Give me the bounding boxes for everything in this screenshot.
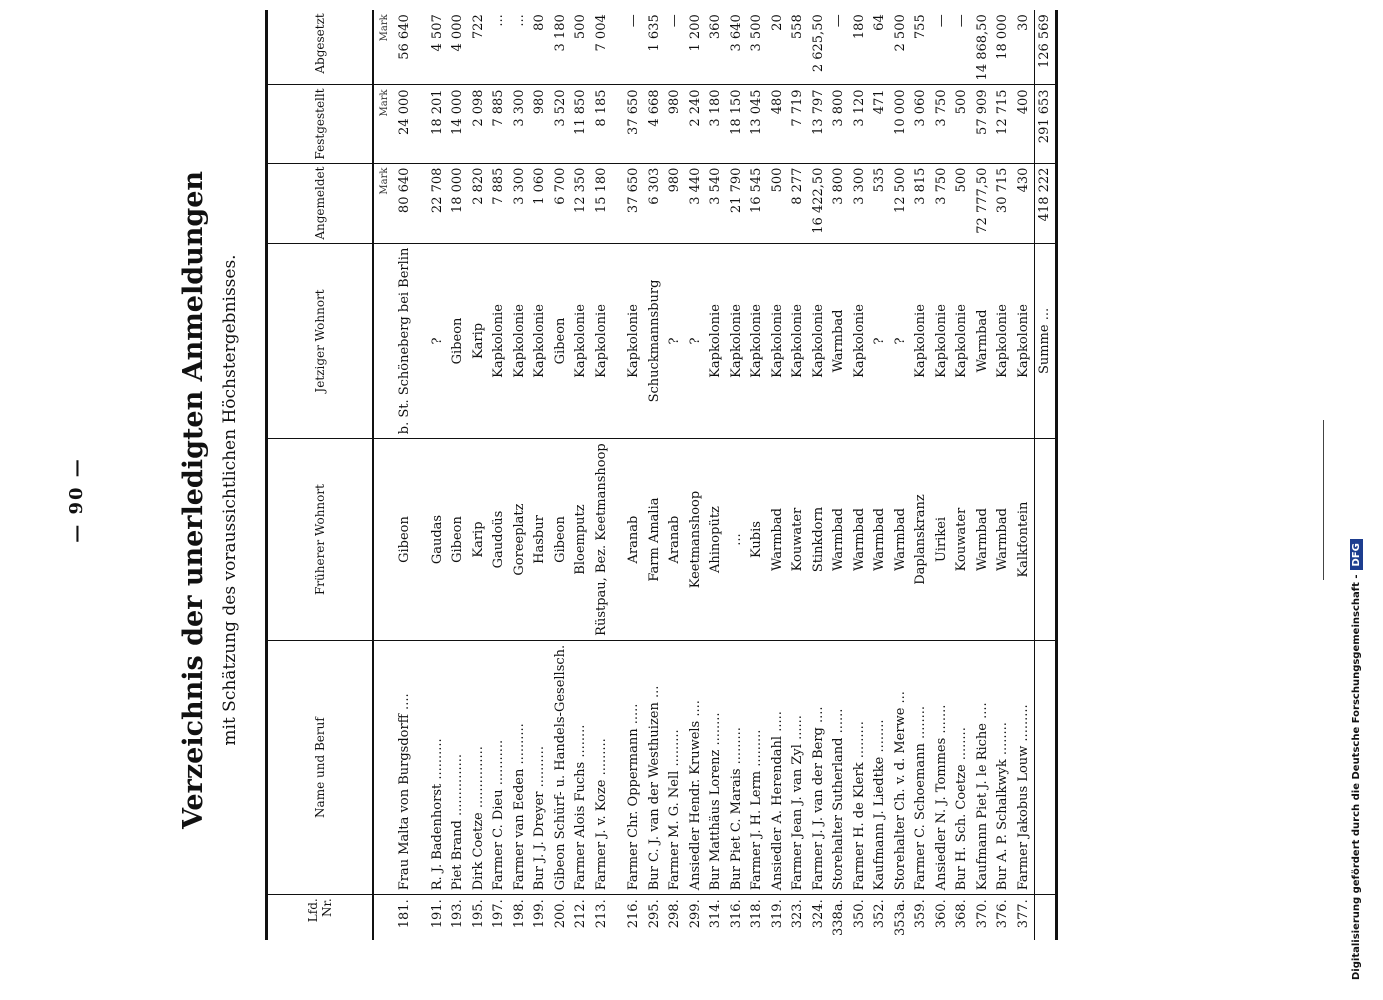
header-angemeldet: Angemeldet — [267, 163, 374, 243]
sum-angemeldet: 418 222 — [1034, 163, 1057, 243]
cell-festgestellt: 480 — [767, 85, 788, 163]
cell-frueherer-wohnort: Ahinopütz — [706, 439, 727, 641]
cell-name: Farmer C. Schoemann ........ — [911, 640, 932, 894]
cell-angemeldet: 3 800 — [829, 163, 850, 243]
cell-nr: 199. — [532, 899, 548, 929]
gap-cell — [612, 10, 624, 85]
cell-abgesetzt: 3 640 — [726, 10, 747, 85]
sum-festgestellt: 291 653 — [1034, 85, 1057, 163]
cell-festgestellt: 3 120 — [849, 85, 870, 163]
cell-empty — [1034, 640, 1057, 894]
cell-abgesetzt: 14 868,50 — [972, 10, 993, 85]
gap-cell — [612, 439, 624, 641]
cell-jetziger-wohnort: ? — [665, 243, 686, 439]
cell-frueherer-wohnort: Rüstpau, Bez. Keetmanshoop — [591, 439, 612, 641]
table-row — [468, 10, 489, 940]
cell-angemeldet: 3 750 — [931, 163, 952, 243]
unit-row — [373, 10, 395, 940]
gap-cell — [612, 640, 624, 894]
cell-angemeldet: 7 885 — [489, 163, 510, 243]
cell-festgestellt: 980 — [530, 85, 551, 163]
dfg-logo: DFG — [1350, 539, 1363, 570]
table-row — [530, 10, 551, 940]
table-row — [993, 10, 1014, 940]
cell-nr: 213. — [593, 899, 609, 929]
sum-row — [1034, 10, 1057, 940]
cell-nr: 197. — [491, 899, 507, 929]
cell-abgesetzt: 3 500 — [747, 10, 768, 85]
table-row — [808, 10, 829, 940]
cell-frueherer-wohnort: Karip — [468, 439, 489, 641]
cell-nr: 352. — [872, 899, 888, 929]
cell-abgesetzt: 56 640 — [395, 10, 416, 85]
cell-angemeldet: 2 820 — [468, 163, 489, 243]
cell-frueherer-wohnort: Gibeon — [550, 439, 571, 641]
cell-jetziger-wohnort: ? — [685, 243, 706, 439]
cell-name: Bur Piet C. Marais ......... — [726, 640, 747, 894]
cell-abgesetzt: 20 — [767, 10, 788, 85]
cell-festgestellt: 11 850 — [571, 85, 592, 163]
cell-nr: 181. — [397, 899, 413, 929]
gap-cell — [612, 163, 624, 243]
cell-angemeldet: 3 300 — [509, 163, 530, 243]
cell-frueherer-wohnort: Gibeon — [448, 439, 469, 641]
cell-jetziger-wohnort: b. St. Schöneberg bei Berlin — [395, 243, 416, 439]
cell-frueherer-wohnort: Bloemputz — [571, 439, 592, 641]
cell-angemeldet: 3 440 — [685, 163, 706, 243]
cell-name: Storehalter Ch. v. d. Merwe ... — [890, 640, 911, 894]
cell-festgestellt: 10 000 — [890, 85, 911, 163]
cell-jetziger-wohnort: Kapkolonie — [509, 243, 530, 439]
cell-jetziger-wohnort: Kapkolonie — [993, 243, 1014, 439]
table-row — [890, 10, 911, 940]
cell-angemeldet: 6 303 — [644, 163, 665, 243]
cell-angemeldet: 500 — [952, 163, 973, 243]
header-abgesetzt: Abgesetzt — [267, 10, 374, 85]
cell-jetziger-wohnort: Kapkolonie — [911, 243, 932, 439]
cell-empty — [1034, 895, 1057, 940]
cell-nr: 377. — [1015, 899, 1031, 929]
row-gap — [415, 10, 427, 940]
cell-abgesetzt: 500 — [571, 10, 592, 85]
cell-jetziger-wohnort: Kapkolonie — [767, 243, 788, 439]
cell-angemeldet: 500 — [767, 163, 788, 243]
cell-festgestellt: 2 240 — [685, 85, 706, 163]
table-row — [747, 10, 768, 940]
cell-name: Ansiedler Hendr. Kruwels .... — [685, 640, 706, 894]
cell-jetziger-wohnort: Schuckmannsburg — [644, 243, 665, 439]
cell-nr: 353a. — [892, 899, 908, 936]
cell-festgestellt: 980 — [665, 85, 686, 163]
cell-nr: 323. — [790, 899, 806, 929]
cell-name: Kaufmann J. Liedtke ........ — [870, 640, 891, 894]
cell-jetziger-wohnort: ? — [870, 243, 891, 439]
table-row — [644, 10, 665, 940]
cell-name: Farmer C. Dieu ........... — [489, 640, 510, 894]
cell-abgesetzt: 18 000 — [993, 10, 1014, 85]
header-festgestellt: Festgestellt — [267, 85, 374, 163]
cell-name: Gibeon Schürf- u. Handels-Gesellsch. — [550, 640, 571, 894]
unit-angemeldet: Mark — [373, 163, 395, 243]
cell-name: R. J. Badenhorst .......... — [427, 640, 448, 894]
cell-jetziger-wohnort: Warmbad — [829, 243, 850, 439]
gap-cell — [415, 10, 427, 85]
table-row — [665, 10, 686, 940]
digitization-note — [1350, 0, 1363, 980]
cell-angemeldet: 3 815 — [911, 163, 932, 243]
cell-name: Farmer Chr. Oppermann ..... — [624, 640, 645, 894]
cell-nr: 200. — [552, 899, 568, 929]
cell-angemeldet: 3 300 — [849, 163, 870, 243]
cell-jetziger-wohnort: Gibeon — [448, 243, 469, 439]
cell-nr: 193. — [450, 899, 466, 929]
cell-abgesetzt: 2 625,50 — [808, 10, 829, 85]
table-row — [509, 10, 530, 940]
table-row — [829, 10, 850, 940]
table-row — [624, 10, 645, 940]
cell-nr: 295. — [646, 899, 662, 929]
cell-festgestellt: 18 150 — [726, 85, 747, 163]
cell-frueherer-wohnort: Uirikei — [931, 439, 952, 641]
cell-abgesetzt: — — [952, 10, 973, 85]
cell-abgesetzt: 180 — [849, 10, 870, 85]
cell-angemeldet: 16 545 — [747, 163, 768, 243]
cell-abgesetzt: 2 500 — [890, 10, 911, 85]
cell-angemeldet: 37 650 — [624, 163, 645, 243]
table-row — [706, 10, 727, 940]
cell-angemeldet: 15 180 — [591, 163, 612, 243]
cell-frueherer-wohnort: Warmbad — [767, 439, 788, 641]
cell-nr: 191. — [429, 899, 445, 929]
cell-jetziger-wohnort: Kapkolonie — [788, 243, 809, 439]
rotated-page — [30, 13, 1280, 975]
table-row — [427, 10, 448, 940]
cell-angemeldet: 3 540 — [706, 163, 727, 243]
cell-jetziger-wohnort: Warmbad — [972, 243, 993, 439]
gap-cell — [415, 895, 427, 940]
cell-name: Storehalter Sutherland ...... — [829, 640, 850, 894]
claims-table — [265, 10, 1058, 940]
cell-frueherer-wohnort: Kouwater — [952, 439, 973, 641]
table-header-row — [267, 10, 374, 940]
cell-jetziger-wohnort: Kapkolonie — [747, 243, 768, 439]
cell-festgestellt: 13 797 — [808, 85, 829, 163]
cell-festgestellt: 24 000 — [395, 85, 416, 163]
cell-festgestellt: 3 180 — [706, 85, 727, 163]
cell-angemeldet: 8 277 — [788, 163, 809, 243]
table-row — [767, 10, 788, 940]
cell-name: Farmer M. G. Nell ......... — [665, 640, 686, 894]
table-row — [550, 10, 571, 940]
cell-nr: 350. — [851, 899, 867, 929]
cell-frueherer-wohnort: Daplanskranz — [911, 439, 932, 641]
cell-festgestellt: 3 800 — [829, 85, 850, 163]
cell-jetziger-wohnort: Kapkolonie — [624, 243, 645, 439]
cell-frueherer-wohnort: Warmbad — [849, 439, 870, 641]
cell-nr: 216. — [626, 899, 642, 929]
cell-jetziger-wohnort: Kapkolonie — [849, 243, 870, 439]
cell-angemeldet: 980 — [665, 163, 686, 243]
cell-name: Bur C. J. van der Westhuizen ... — [644, 640, 665, 894]
cell-angemeldet: 430 — [1013, 163, 1034, 243]
cell-jetziger-wohnort: ? — [427, 243, 448, 439]
cell-abgesetzt: 7 004 — [591, 10, 612, 85]
cell-abgesetzt: ... — [489, 10, 510, 85]
cell-nr: 314. — [708, 899, 724, 929]
cell-name: Piet Brand ............... — [448, 640, 469, 894]
cell-jetziger-wohnort: Kapkolonie — [1013, 243, 1034, 439]
cell-frueherer-wohnort: Aranab — [624, 439, 645, 641]
cell-jetziger-wohnort: Kapkolonie — [931, 243, 952, 439]
cell-angemeldet: 30 715 — [993, 163, 1014, 243]
cell-abgesetzt: 80 — [530, 10, 551, 85]
cell-name: Farmer J. J. van der Berg .... — [808, 640, 829, 894]
cell-frueherer-wohnort: Warmbad — [972, 439, 993, 641]
cell-name: Ansiedler A. Herendahl ..... — [767, 640, 788, 894]
cell-angemeldet: 18 000 — [448, 163, 469, 243]
cell-festgestellt: 7 719 — [788, 85, 809, 163]
cell-frueherer-wohnort: ... — [726, 439, 747, 641]
sum-label: Summe ... — [1034, 243, 1057, 439]
cell-angemeldet: 22 708 — [427, 163, 448, 243]
cell-name: Bur J. J. Dreyer .......... — [530, 640, 551, 894]
table-row — [911, 10, 932, 940]
cell-festgestellt: 400 — [1013, 85, 1034, 163]
cell-nr: 299. — [687, 899, 703, 929]
cell-jetziger-wohnort: Gibeon — [550, 243, 571, 439]
gap-cell — [612, 895, 624, 940]
table-row — [685, 10, 706, 940]
gap-cell — [415, 640, 427, 894]
cell-frueherer-wohnort: Hasbur — [530, 439, 551, 641]
cell-nr: 359. — [913, 899, 929, 929]
cell-abgesetzt: — — [829, 10, 850, 85]
cell-festgestellt: 57 909 — [972, 85, 993, 163]
page-title: Verzeichnis der unerledigten Anmeldungen — [178, 170, 209, 830]
cell-name: Bur A. P. Schalkwyk ........ — [993, 640, 1014, 894]
gap-cell — [415, 85, 427, 163]
cell-abgesetzt: 558 — [788, 10, 809, 85]
cell-abgesetzt: 64 — [870, 10, 891, 85]
cell-festgestellt: 500 — [952, 85, 973, 163]
cell-name: Ansiedler N. J. Tommes ....... — [931, 640, 952, 894]
cell-festgestellt: 8 185 — [591, 85, 612, 163]
cell-frueherer-wohnort: Stinkdorn — [808, 439, 829, 641]
cell-abgesetzt: 3 180 — [550, 10, 571, 85]
cell-name: Bur Matthäus Lorenz ........ — [706, 640, 727, 894]
sum-abgesetzt: 126 569 — [1034, 10, 1057, 85]
unit-abgesetzt: Mark — [373, 10, 395, 85]
cell-name: Farmer van Eeden .......... — [509, 640, 530, 894]
cell-nr: 360. — [933, 899, 949, 929]
cell-name: Dirk Coetze ............... — [468, 640, 489, 894]
gap-cell — [415, 243, 427, 439]
table-body — [373, 10, 1057, 940]
cell-nr: 338a. — [831, 899, 847, 936]
table-row — [591, 10, 612, 940]
cell-abgesetzt: 4 000 — [448, 10, 469, 85]
cell-angemeldet: 16 422,50 — [808, 163, 829, 243]
cell-abgesetzt: 4 507 — [427, 10, 448, 85]
scan-line — [1323, 420, 1324, 580]
gap-cell — [415, 439, 427, 641]
cell-name: Farmer J. v. Koze ......... — [591, 640, 612, 894]
header-name: Name und Beruf — [267, 640, 374, 894]
cell-angemeldet: 72 777,50 — [972, 163, 993, 243]
cell-nr: 198. — [511, 899, 527, 929]
cell-angemeldet: 80 640 — [395, 163, 416, 243]
cell-jetziger-wohnort: Kapkolonie — [706, 243, 727, 439]
cell-festgestellt: 4 668 — [644, 85, 665, 163]
table-row — [788, 10, 809, 940]
cell-abgesetzt: ... — [509, 10, 530, 85]
cell-angemeldet: 535 — [870, 163, 891, 243]
cell-festgestellt: 37 650 — [624, 85, 645, 163]
cell-frueherer-wohnort: Warmbad — [993, 439, 1014, 641]
cell-name: Farmer J. H. Lerm ......... — [747, 640, 768, 894]
cell-name: Farmer H. de Klerk ......... — [849, 640, 870, 894]
table-row — [870, 10, 891, 940]
header-nr: Lfd. Nr. — [267, 895, 374, 940]
unit-festgestellt: Mark — [373, 85, 395, 163]
table-row — [726, 10, 747, 940]
cell-festgestellt: 3 300 — [509, 85, 530, 163]
cell-nr: 319. — [769, 899, 785, 929]
cell-festgestellt: 14 000 — [448, 85, 469, 163]
cell-festgestellt: 3 060 — [911, 85, 932, 163]
cell-festgestellt: 3 750 — [931, 85, 952, 163]
cell-nr: 318. — [749, 899, 765, 929]
cell-name: Bur H. Sch. Coetze ........ — [952, 640, 973, 894]
cell-jetziger-wohnort: Karip — [468, 243, 489, 439]
cell-frueherer-wohnort: Warmbad — [829, 439, 850, 641]
gap-cell — [612, 85, 624, 163]
cell-frueherer-wohnort: Warmbad — [870, 439, 891, 641]
cell-empty — [1034, 439, 1057, 641]
cell-angemeldet: 21 790 — [726, 163, 747, 243]
cell-festgestellt: 2 098 — [468, 85, 489, 163]
cell-nr: 316. — [728, 899, 744, 929]
cell-abgesetzt: 1 635 — [644, 10, 665, 85]
cell-jetziger-wohnort: Kapkolonie — [726, 243, 747, 439]
digitization-text: Digitalisierung gefördert durch die Deutsche Forschungsgemeinschaft - — [1351, 574, 1362, 980]
cell-festgestellt: 7 885 — [489, 85, 510, 163]
table-row — [489, 10, 510, 940]
cell-festgestellt: 3 520 — [550, 85, 571, 163]
row-gap — [612, 10, 624, 940]
cell-festgestellt: 12 715 — [993, 85, 1014, 163]
cell-jetziger-wohnort: Kapkolonie — [571, 243, 592, 439]
table-row — [571, 10, 592, 940]
cell-frueherer-wohnort: Warmbad — [890, 439, 911, 641]
gap-cell — [415, 163, 427, 243]
cell-name: Farmer Jean J. van Zyl ...... — [788, 640, 809, 894]
cell-angemeldet: 6 700 — [550, 163, 571, 243]
cell-jetziger-wohnort: Kapkolonie — [530, 243, 551, 439]
cell-nr: 195. — [470, 899, 486, 929]
cell-angemeldet: 12 350 — [571, 163, 592, 243]
cell-abgesetzt: 360 — [706, 10, 727, 85]
cell-abgesetzt: 755 — [911, 10, 932, 85]
cell-jetziger-wohnort: ? — [890, 243, 911, 439]
cell-festgestellt: 18 201 — [427, 85, 448, 163]
cell-frueherer-wohnort: Gaudoüs — [489, 439, 510, 641]
cell-frueherer-wohnort: Gaudas — [427, 439, 448, 641]
cell-name: Farmer Jakobus Louw ......... — [1013, 640, 1034, 894]
cell-nr: 376. — [995, 899, 1011, 929]
table-row — [395, 10, 416, 940]
table-row — [849, 10, 870, 940]
cell-abgesetzt: — — [665, 10, 686, 85]
table-row — [931, 10, 952, 940]
table-row — [952, 10, 973, 940]
cell-frueherer-wohnort: Aranab — [665, 439, 686, 641]
cell-frueherer-wohnort: Farm Amalia — [644, 439, 665, 641]
table-row — [448, 10, 469, 940]
cell-nr: 324. — [810, 899, 826, 929]
cell-abgesetzt: 30 — [1013, 10, 1034, 85]
header-jetziger-wohnort: Jetziger Wohnort — [267, 243, 374, 439]
cell-frueherer-wohnort: Kouwater — [788, 439, 809, 641]
header-frueherer-wohnort: Früherer Wohnort — [267, 439, 374, 641]
table-row — [972, 10, 993, 940]
cell-nr: 368. — [954, 899, 970, 929]
cell-frueherer-wohnort: Gibeon — [395, 439, 416, 641]
page-subtitle: mit Schätzung des voraussichtlichen Höchstergebnisses. — [220, 254, 240, 746]
gap-cell — [612, 243, 624, 439]
cell-nr: 370. — [974, 899, 990, 929]
cell-festgestellt: 471 — [870, 85, 891, 163]
cell-name: Kaufmann Piet J. le Riche .... — [972, 640, 993, 894]
cell-jetziger-wohnort: Kapkolonie — [952, 243, 973, 439]
cell-angemeldet: 12 500 — [890, 163, 911, 243]
cell-frueherer-wohnort: Goreeplatz — [509, 439, 530, 641]
cell-angemeldet: 1 060 — [530, 163, 551, 243]
cell-abgesetzt: 1 200 — [685, 10, 706, 85]
cell-frueherer-wohnort: Keetmanshoop — [685, 439, 706, 641]
cell-jetziger-wohnort: Kapkolonie — [489, 243, 510, 439]
cell-jetziger-wohnort: Kapkolonie — [808, 243, 829, 439]
cell-name: Farmer Alois Fuchs ........ — [571, 640, 592, 894]
cell-frueherer-wohnort: Kubis — [747, 439, 768, 641]
cell-nr: 298. — [667, 899, 683, 929]
cell-abgesetzt: — — [931, 10, 952, 85]
cell-festgestellt: 13 045 — [747, 85, 768, 163]
cell-abgesetzt: 722 — [468, 10, 489, 85]
cell-nr: 212. — [573, 899, 589, 929]
table-row — [1013, 10, 1034, 940]
cell-name: Frau Malta von Burgsdorff .... — [395, 640, 416, 894]
cell-abgesetzt: — — [624, 10, 645, 85]
page-number: — 90 — — [66, 457, 87, 543]
cell-frueherer-wohnort: Kalkfontein — [1013, 439, 1034, 641]
cell-jetziger-wohnort: Kapkolonie — [591, 243, 612, 439]
